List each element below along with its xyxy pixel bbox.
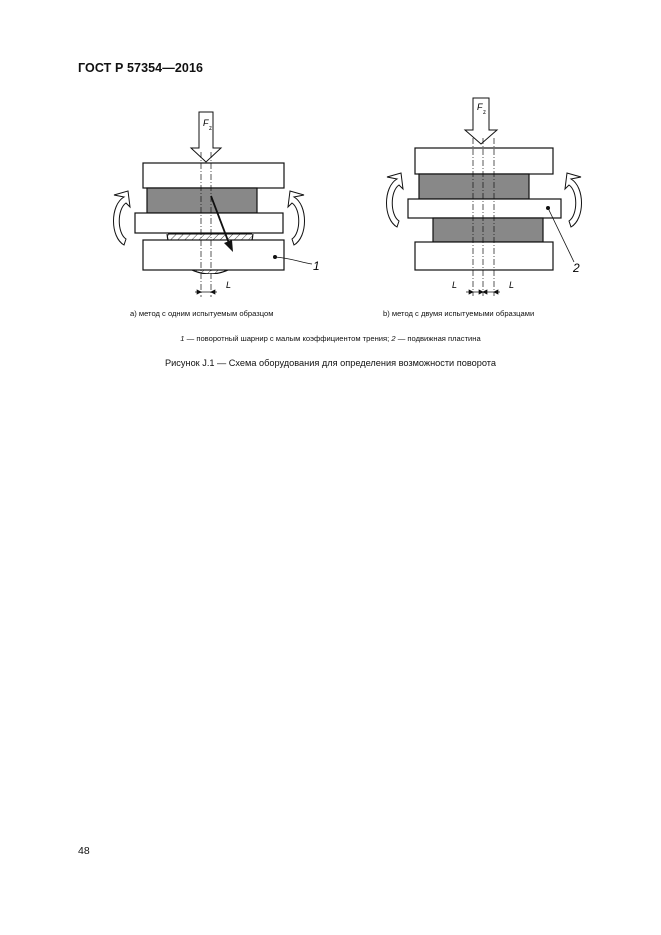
dimension-a xyxy=(195,290,217,294)
top-plate-a xyxy=(143,163,284,188)
rotation-arrow-right-b xyxy=(565,173,582,227)
caption-b: b) метод с двумя испытуемыми образцами xyxy=(383,309,535,318)
force-subscript-b: z xyxy=(483,110,486,116)
bottom-plate-b xyxy=(415,242,553,270)
rotation-arrow-right-a xyxy=(288,191,305,245)
middle-plate-a xyxy=(135,213,283,233)
figure-title: Рисунок J.1 — Схема оборудования для определения возможности поворота xyxy=(165,358,496,368)
callout-1: 1 xyxy=(313,259,320,273)
force-label-a: F xyxy=(203,118,209,128)
rotation-arrow-left-b xyxy=(387,173,404,227)
dim-label-b-right: L xyxy=(509,280,515,290)
figure-legend xyxy=(0,334,661,343)
force-subscript-a: z xyxy=(209,126,212,132)
dim-label-a: L xyxy=(226,280,232,290)
legend-number-1: 1 xyxy=(180,334,185,343)
legend-text-2: — подвижная пластина xyxy=(395,334,481,343)
rotation-arrow-left-a xyxy=(114,191,131,245)
diagram-b xyxy=(387,98,582,296)
specimen-a xyxy=(147,188,257,213)
bottom-plate-a xyxy=(143,240,284,270)
document-code-header: ГОСТ Р 57354—2016 xyxy=(78,61,204,75)
movable-plate-b xyxy=(408,199,561,218)
top-plate-b xyxy=(415,148,553,174)
legend-number-2: 2 xyxy=(391,334,396,343)
diagram-a xyxy=(114,112,320,297)
specimen-bottom-b xyxy=(433,218,543,242)
dim-label-b-left: L xyxy=(452,280,458,290)
force-label-b: F xyxy=(477,102,483,112)
legend-text-1: — поворотный шарнир с малым коэффициентом трения; xyxy=(184,334,392,343)
caption-a: а) метод с одним испытуемым образцом xyxy=(130,309,274,318)
specimen-top-b xyxy=(419,174,529,199)
callout-2: 2 xyxy=(573,261,580,275)
page-number: 48 xyxy=(78,845,90,857)
